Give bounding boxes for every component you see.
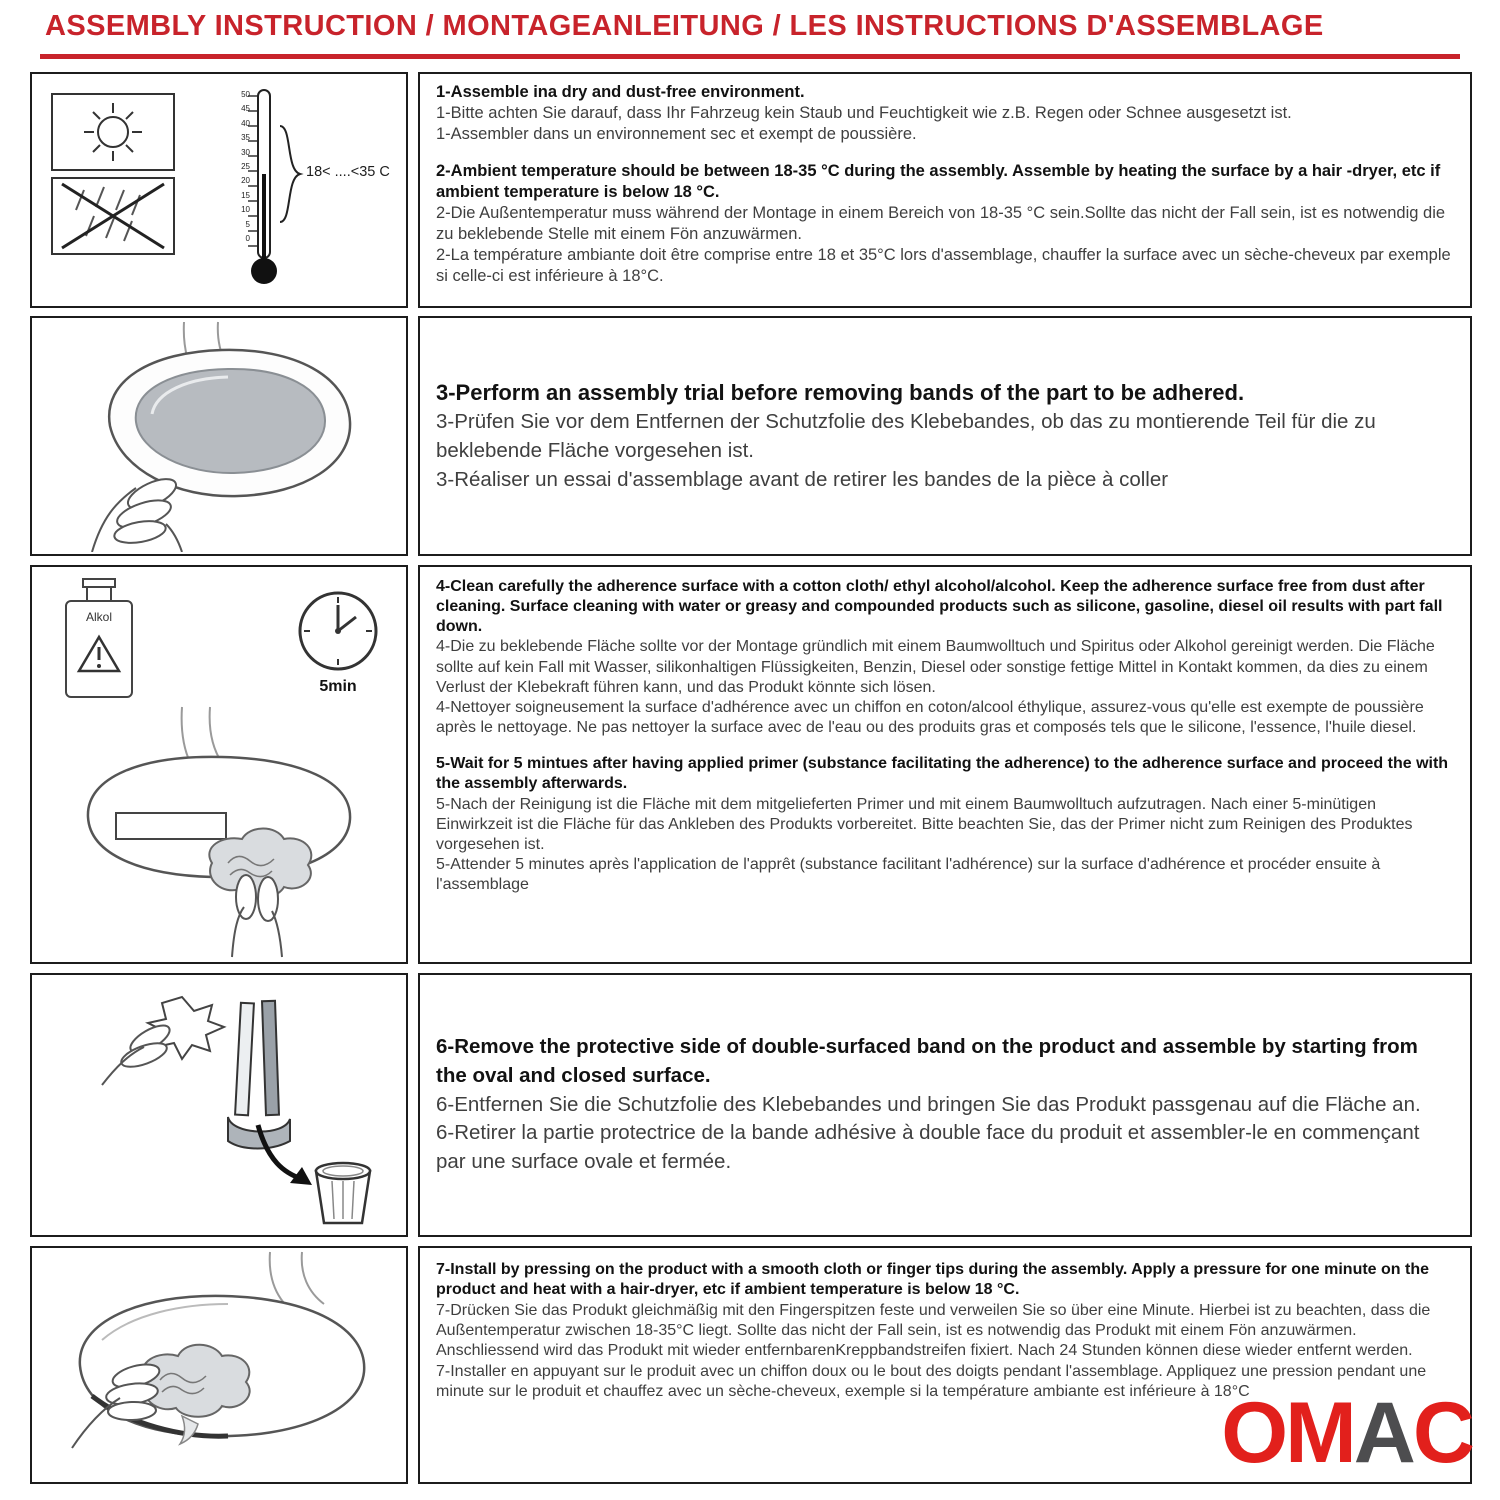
illustration-assembly-trial <box>30 316 408 556</box>
instruction-fr: 1-Assembler dans un environnement sec et exempt de poussière. <box>436 124 917 143</box>
logo-letter-c: C <box>1412 1385 1472 1481</box>
hand-icon <box>102 997 224 1085</box>
section-6-text <box>418 973 1472 1237</box>
instruction-fr: 3-Réaliser un essai d'assemblage avant de retirer les bandes de la pièce à coller <box>436 467 1169 491</box>
environment-illustration <box>32 74 406 304</box>
instruction-de: 6-Entfernen Sie die Schutzfolie des Klebebandes und bringen Sie das Produkt passgenau auf die Fläche an. <box>436 1092 1421 1116</box>
clock-icon <box>300 593 376 695</box>
section-3-text <box>418 316 1472 556</box>
logo-letter-o: O <box>1221 1385 1286 1481</box>
omac-logo <box>1221 1385 1472 1481</box>
adhesive-area <box>116 813 226 839</box>
illustration-environment <box>30 72 408 308</box>
press-mirror-illustration <box>32 1248 406 1480</box>
mirror-trial-illustration <box>32 318 406 552</box>
instruction-de: 2-Die Außentemperatur muss während der Montage in einem Bereich von 18-35 °C sein.Sollte das nicht der Fall sein, ist es notwendig die zu beklebende Stelle mit einem Fön anzuwärmen. <box>436 203 1446 243</box>
mirror-cap <box>136 369 325 473</box>
instruction-en: 6-Remove the protective side of double-surfaced band on the product and assemble by starting from the oval and closed surface. <box>436 1035 1418 1087</box>
instruction-fr: 4-Nettoyer soigneusement la surface d'adhérence avec un chiffon en coton/alcool éthylique, assurez-vous qu'elle est exempte de poussière après le nettoyage. Ne pas nettoyer la surface avec de l'eau ou des produits gras et composés tels que le silicone, l'essence, l'huile diesel. <box>436 698 1424 737</box>
instruction-en: 2-Ambient temperature should be between 18-35 °C during the assembly. Assemble by heating the surface by a hair -dryer, etc if ambient temperature is below 18 °C. <box>436 161 1441 201</box>
alcohol-bottle-icon <box>66 579 132 697</box>
instruction-en: 7-Install by pressing on the product with a smooth cloth or finger tips during the assembly. Apply a pressure for one minute on the product and heat with a hair-dryer, etc if ambient temperature is below 18 °C. <box>436 1261 1429 1299</box>
instruction-fr: 5-Attender 5 minutes après l'application de l'apprêt (substance facilitant l'adhérence) sur la surface d'adhérence et procéder ensuite à l'assemblage <box>436 856 1381 894</box>
section-1-2-text <box>418 72 1472 308</box>
illustration-cleaning <box>30 565 408 964</box>
section-4-5-text <box>418 565 1472 964</box>
instruction-de: 1-Bitte achten Sie darauf, dass Ihr Fahrzeug kein Staub und Feuchtigkeit wie z.B. Regen oder Schnee ausgesetzt ist. <box>436 103 1292 122</box>
thermometer-scale: 50 45 40 35 30 25 20 15 10 5 0 <box>241 90 250 244</box>
instruction-en: 5-Wait for 5 mintues after having applied primer (substance facilitating the adherence) to the adherence surface and proceed the with the assembly afterwards. <box>436 755 1449 793</box>
logo-letter-a: A <box>1353 1385 1413 1481</box>
clean-mirror-illustration <box>32 567 406 960</box>
svg-text:5min: 5min <box>319 678 357 695</box>
thermometer-icon <box>248 90 300 284</box>
temperature-range-label: 18< ....<35 C <box>306 164 390 180</box>
illustration-install-press <box>30 1246 408 1484</box>
instruction-de: 7-Drücken Sie das Produkt gleichmäßig mit den Fingerspitzen feste und verweilen Sie so über eine Minute. Hierbei ist zu beachten, dass die Außentemperatur zwischen 18-35°C liegt. Sollte das nicht der Fall sein, ist es notwendig das Produkt mit einem Fön anzuwärmen. Anschliessend wird das Produkt mit wieder entfernbarenKreppbandstreifen fixiert. Nach 24 Stunden können diese wieder entfernt werden. <box>436 1301 1431 1360</box>
tape-removal-illustration <box>32 975 406 1233</box>
instruction-en: 3-Perform an assembly trial before removing bands of the part to be adhered. <box>436 379 1245 405</box>
no-rain-icon <box>52 178 174 254</box>
page-title: ASSEMBLY INSTRUCTION / MONTAGEANLEITUNG / LES INSTRUCTIONS D'ASSEMBLAGE <box>45 10 1324 42</box>
hand-icon <box>92 473 182 552</box>
instruction-en: 4-Clean carefully the adherence surface with a cotton cloth/ ethyl alcohol/alcohol. Keep the adherence surface free from dust after cleaning. Surface cleaning with water or greasy and compounded products such as silicone, gasoline, diesel oil results with part fall down. <box>436 578 1443 636</box>
title-underline <box>40 54 1460 59</box>
instruction-de: 4-Die zu beklebende Fläche sollte vor der Montage gründlich mit einem Baumwolltuch und Spiritus oder Alkohol gereinigt werden. Die Fläche sollte auf kein Fall mit Wasser, silikonhaltigen Flüssigkeiten, Benzin, Diesel oder sonstige fettige Mittel in Kontakt kommen, da dies zu einem Verlust der Klebekraft führen kann, und das Produkt könnte sich lösen. <box>436 638 1435 696</box>
instruction-en: 1-Assemble ina dry and dust-free environment. <box>436 83 805 101</box>
svg-text:Alkol: Alkol <box>85 610 113 624</box>
instruction-de: 3-Prüfen Sie vor dem Entfernen der Schutzfolie des Klebebandes, ob das zu montierende Teil für die zu beklebende Fläche vorgesehen ist. <box>436 410 1376 463</box>
instruction-fr: 6-Retirer la partie protectrice de la bande adhésive à double face du produit et assembler-le en commençant par une surface ovale et fermée. <box>436 1121 1420 1174</box>
sun-icon <box>52 94 174 170</box>
instruction-de: 5-Nach der Reinigung ist die Fläche mit dem mitgelieferten Primer und mit einem Baumwolltuch aufzutragen. Nach einer 5-minütigen Einwirkzeit ist die Fläche für das Ankleben des Produkts vorbereitet. Bitte beachten Sie, das der Primer nicht zum Reinigen des Produktes vorgesehen ist. <box>436 795 1413 853</box>
logo-letter-m: M <box>1285 1385 1354 1481</box>
illustration-remove-band <box>30 973 408 1237</box>
instruction-fr: 2-La température ambiante doit être comprise entre 18 et 35°C lors d'assemblage, chauffer la surface avec un sèche-cheveux par exemple si celle-ci est inférieure à 18°C. <box>436 245 1451 285</box>
trash-bin-icon <box>316 1163 370 1223</box>
instruction-fr: 7-Installer en appuyant sur le produit avec un chiffon doux ou le bout des doigts pendant l'assemblage. Appliquez une pression pendant une minute sur le produit et chauffez avec un sèche-cheveux, exemple si la température ambiante est inférieure à 18°C <box>436 1362 1427 1400</box>
